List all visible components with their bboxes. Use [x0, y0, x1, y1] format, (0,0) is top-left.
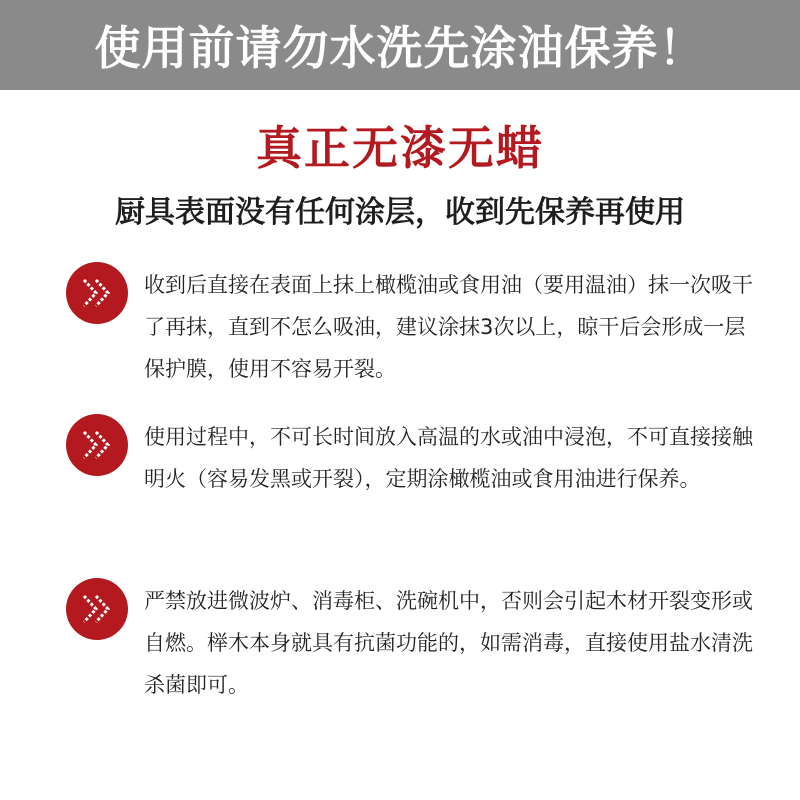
- tip-text: 严禁放进微波炉、消毒柜、洗碗机中，否则会引起木材开裂变形或自燃。榉木本身就具有抗菌功能的，如需消毒，直接使用盐水清洗杀菌即可。: [144, 589, 753, 697]
- double-chevron-right-icon: [66, 578, 128, 640]
- tip-text: 使用过程中，不可长时间放入高温的水或油中浸泡，不可直接接触明火（容易发黑或开裂），定期涂橄榄油或食用油进行保养。: [144, 425, 753, 491]
- subheadline: 厨具表面没有任何涂层，收到先保养再使用: [115, 195, 685, 230]
- tip-text: 收到后直接在表面上抹上橄榄油或食用油（要用温油）抹一次吸干了再抹，直到不怎么吸油，建议涂抹3次以上，晾干后会形成一层保护膜，使用不容易开裂。: [144, 273, 753, 381]
- headline: 真正无漆无蜡: [256, 121, 544, 175]
- double-chevron-right-icon: [66, 414, 128, 476]
- banner-title: 使用前请勿水洗先涂油保养！: [94, 21, 706, 75]
- top-banner: [0, 0, 800, 90]
- double-chevron-right-icon: [66, 262, 128, 324]
